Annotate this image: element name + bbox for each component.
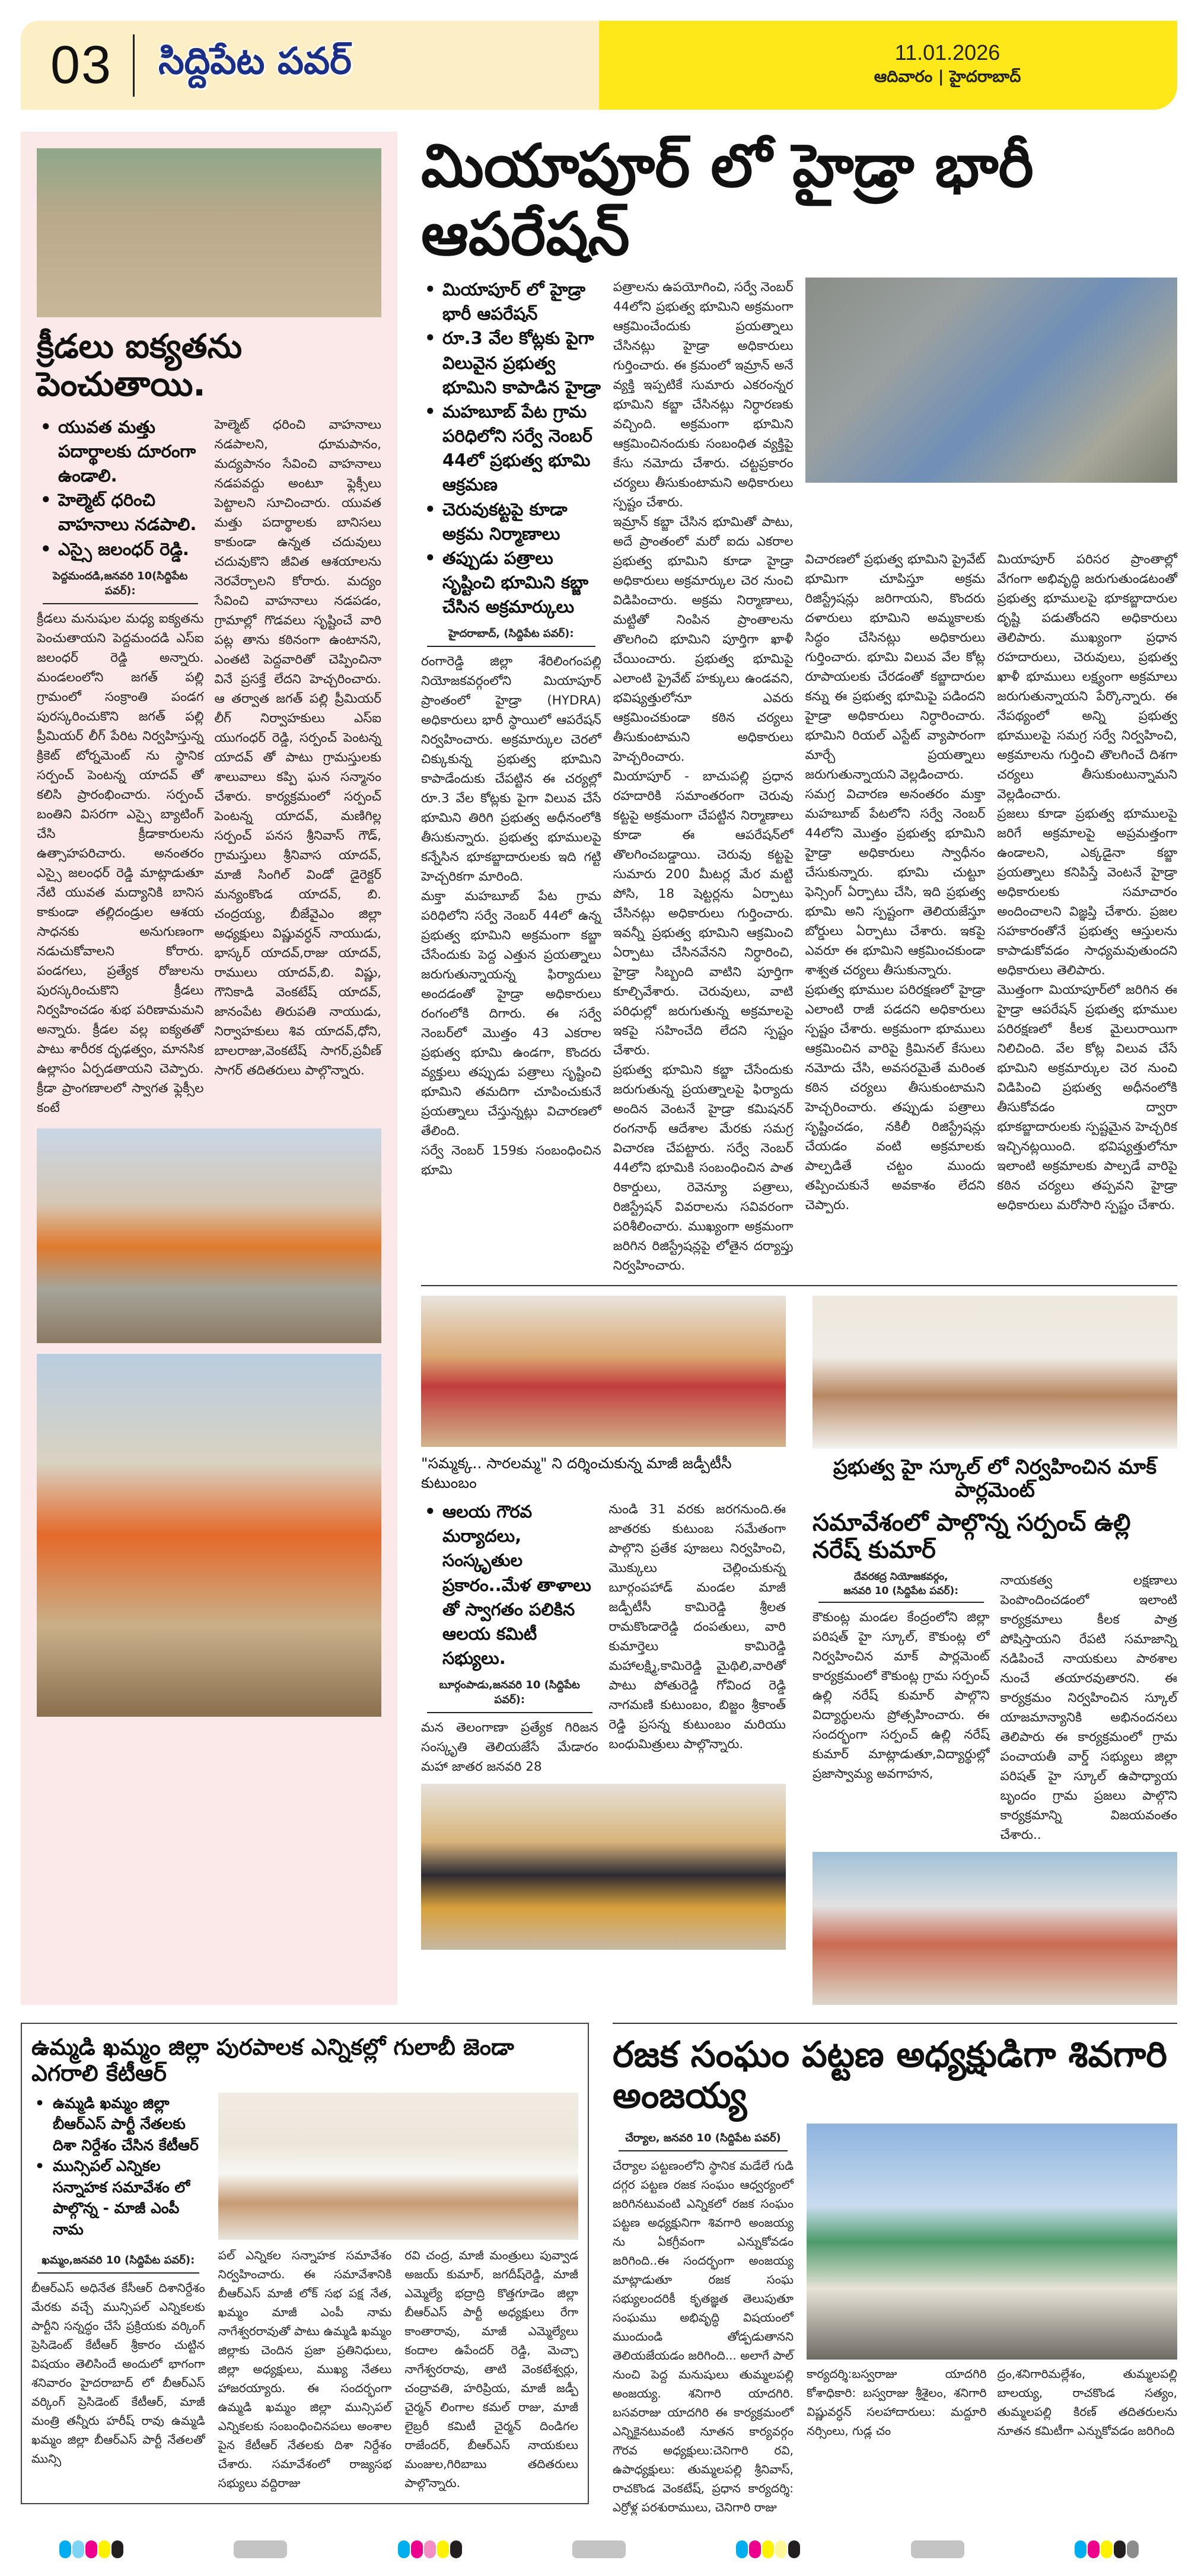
felicitation-photo <box>37 1128 381 1343</box>
hydra-left-column <box>421 278 601 1276</box>
sports-columns <box>37 415 381 1118</box>
lower-section <box>21 2023 1177 2517</box>
paragraph: నాయకత్వ లక్షణాలు పెంపొందించడంలో ఇలాంటి కార్యక్రమాలు కీలక పాత్ర పోషిస్తాయని రేపటి సమాజాన్ని నడిపించే నాయకులు పాఠశాల నుంచే తయారవుతారని. ఈ కార్యక్రమం నిర్వహించిన స్కూల్ యాజమాన్యానికి అభినందనలు తెలిపారు ఈ కార్యక్రమంలో గ్రామ పంచాయతీ వార్డ్ సభ్యులు జిల్లా పరిషత్ హై స్కూల్ ఉపాధ్యాయ బృందం గ్రామ ప్రజలు పాల్గొని కార్యక్రమాన్ని విజయవంతం చేశారు.. <box>1000 1573 1177 1843</box>
color-registration-mark <box>398 2540 462 2558</box>
jatara-dateline: బూర్గంపాడు,జనవరి 10 (సిద్దిపేట పవర్): <box>427 1675 592 1713</box>
hydra-column-4 <box>997 550 1177 1276</box>
hydra-column-3 <box>805 550 986 1276</box>
ground-photo <box>37 1354 381 1717</box>
ktr-headline: ఉమ్మడి ఖమ్మం జిల్లా పురపాలక ఎన్నికల్లో గులాబీ జెండా ఎగరాలి కేటీఆర్ <box>31 2034 514 2086</box>
paragraph: కౌకుంట్ల మండల కేంద్రంలోని జిల్లా పరిషత్ హై స్కూల్, కౌకుంట్ల లో నిర్వహించిన మాక్ పార్లమెంట్ కార్యక్రమంలో కౌకుంట్ల గ్రామ సర్పంచ్ ఉల్లి నరేష్ కుమార్ పాల్గొని విద్యార్థులను ప్రోత్సహించారు. ఈ సందర్భంగా సర్పంచ్ ఉల్లి నరేష్ కుమార్ మాట్లాడుతూ,విద్యార్థుల్లో ప్రజాస్వామ్య అవగాహన, <box>813 1610 990 1782</box>
rajaka-column-3 <box>998 2364 1178 2440</box>
sports-bullets <box>37 415 204 562</box>
paragraph: రవి చంద్ర, మాజీ మంత్రులు పువ్వాడ అజయ్ కుమార్, జగదీష్‌రెడ్డి, మాజీ ఎమ్మెల్యే భద్రాద్రి కొత్తగూడెం జిల్లా బీఆర్ఎస్ పార్టీ అధ్యక్షులు రేగా కాంతారావు, మాజీ ఎమ్మెల్యేలు కందాల ఉపేందర్ రెడ్డి, మెచ్చా నాగేశ్వరరావు, తాటి వెంకటేశ్వర్లు, చంద్రావతి, హరిప్రియ, మాజీ జడ్పీ చైర్మన్ లింగాల కమల్ రాజు, మాజీ లైబ్రరీ కమిటీ చైర్మన్ దిండిగల రాజేందర్, బీఆర్ఎస్ నాయకులు మంజుల,గిరిబాబు తదితరులు పాల్గొన్నారు. <box>404 2248 578 2491</box>
sports-headline: క్రీడలు ఐక్యతను పెంచుతాయి. <box>37 327 243 404</box>
hydra-column-1 <box>421 652 601 1180</box>
cricket-photo <box>37 148 381 317</box>
paragraph: నుండి 31 వరకు జరగనుంది.ఈ జాతరకు కుటుంబ సమేతంగా పాల్గొని ప్రతేక పూజలు నిర్వహించి, మొక్కులు చెల్లించుకున్న బూర్గంపహాడ్ మండల మాజీ జడ్పీటీసీ కామిరెడ్డి శ్రీలత రామకొండారెడ్డి దంపతులు, వారి కుమార్తెలు కామిరెడ్డి మహాలక్ష్మి,కామిరెడ్డి మైథిలి,వారితో పాటు పోతురెడ్డి గోవింద రెడ్డి నాగమణి కుటుంబం, బిజ్జం శ్రీకాంత్ రెడ్డి ప్రసన్న కుటుంబం మరియు బంధుమిత్రులు పాల్గొన్నారు. <box>608 1502 786 1752</box>
paragraph: ద్రం,శనిగారిమల్లేశం, తుమ్మలపల్లి బాలయ్య, రాచకొండ సత్యం, తుమ్మలపల్లి కిరణ్ తదితరులను నూతన కమిటీగా ఎన్నుకోవడం జరిగింది <box>997 2367 1177 2438</box>
jatara-caption: "సమ్మక్క.. సారలమ్మ" ని దర్శించుకున్న మాజీ జడ్పీటీసీ కుటుంబం <box>421 1455 732 1491</box>
paragraph: మన తెలంగాణా ప్రత్యేక గిరిజన సంస్కృతి తెలియజేసే మేడారం మహా జాతర జనవరి 28 <box>421 1720 598 1775</box>
school-column-1 <box>813 1608 990 1784</box>
school-story <box>813 1296 1177 2005</box>
sports-column-2 <box>215 415 382 1118</box>
section-divider <box>421 1285 1177 1286</box>
rajaka-column-1 <box>613 2156 794 2517</box>
jatara-columns <box>421 1500 786 1777</box>
paragraph: మియాపూర్ పరిసర ప్రాంతాల్లో వేగంగా అభివృద్ధి జరుగుతుండటంతో ప్రభుత్వ భూములపై భూకబ్జాదారుల దృష్టి పడుతోందని అధికారులు తెలిపారు. ముఖ్యంగా ప్రధాన రహదారులు, చెరువులు, ప్రభుత్వ ఖాళీ భూములు లక్ష్యంగా అక్రమాలు జరుగుతున్నాయని పేర్కొన్నారు. ఈ నేపథ్యంలో అన్ని ప్రభుత్వ భూములపై సమగ్ర సర్వే నిర్వహించి, అక్రమాలను గుర్తించి తొలగించే దిశగా చర్యలు తీసుకుంటున్నామని వెల్లడించారు. ప్రజలు కూడా ప్రభుత్వ భూములపై జరిగే అక్రమాలపై అప్రమత్తంగా ఉండాలని, ఎక్కడైనా కబ్జా ప్రయత్నాలు కనిపిస్తే వెంటనే హైడ్రా అధికారులకు సమాచారం అందించాలని విజ్ఞప్తి చేశారు. ప్రజల సహకారంతోనే ప్రభుత్వ ఆస్తులను కాపాడుకోవడం సాధ్యమవుతుందని అధికారులు తెలిపారు. మొత్తంగా మియాపూర్‌లో జరిగిన ఈ హైడ్రా ఆపరేషన్ ప్రభుత్వ భూముల పరిరక్షణలో కీలక మైలురాయిగా నిలిచింది. వేల కోట్ల విలువ చేసే భూమిని అక్రమార్కుల చెర నుంచి విడిపించి ప్రభుత్వ అధీనంలోకి తీసుకోవడం ద్వారా భూకబ్జాదారులకు స్పష్టమైన హెచ్చరిక ఇచ్చినట్లయింది. భవిష్యత్తులోనూ ఇలాంటి అక్రమాలకు పాల్పడే వారిపై కఠిన చర్యలు తప్పవని హైడ్రా అధికారులు మరోసారి స్పష్టం చేశారు. <box>997 551 1177 1213</box>
family-temple-photo <box>421 1296 786 1447</box>
ktr-bullets <box>31 2093 205 2240</box>
paragraph: పల్ ఎన్నికల సన్నాహక సమావేశం నిర్వహించారు. ఈ సమావేశానికి బీఆర్ఎస్ మాజీ లోక్ సభ పక్ష నేత, ఖమ్మం మాజీ ఎంపీ నామ నాగేశ్వరరావుతో పాటు ఉమ్మడి ఖమ్మం జిల్లాకు చెందిన ప్రజా ప్రతినిధులు, జిల్లా అధ్యక్షులు, ముఖ్య నేతలు హాజరయ్యారు. ఈ సందర్భంగా ఉమ్మడి ఖమ్మం జిల్లా మున్సిపల్ ఎన్నికలకు సంబంధించినపలు అంశాల పైన కేటీఆర్ నేతలకు దిశా నిర్దేశం చేశారు. సమావేశంలో రాజ్యసభ సభ్యులు వద్దిరాజు <box>218 2248 392 2491</box>
ktr-column-3 <box>404 2246 578 2492</box>
school-headline-line2: సమావేశంలో పాల్గొన్న సర్పంచ్ ఉల్లి నరేష్ కుమార్ <box>813 1509 1131 1564</box>
color-registration-mark <box>1075 2540 1139 2558</box>
color-registration-mark <box>59 2540 123 2558</box>
bullet: • మియాపూర్ లో హైడ్రా భారీ ఆపరేషన్ <box>421 278 601 326</box>
edition-date: 11.01.2026 <box>894 40 1001 65</box>
paragraph: పత్రాలను ఉపయోగించి, సర్వే నెంబర్ 44లోని ప్రభుత్వ భూమిని అక్రమంగా ఆక్రమించేందుకు ప్రయత్నాలు చేసినట్లు హైడ్రా అధికారులు గుర్తించారు. ఈ క్రమంలో ఇమ్రాన్ అనే వ్యక్తి ఇప్పటికే సుమారు ఎకరంన్నర భూమిని కబ్జా చేసినట్లు నిర్ధారణకు వచ్చింది. అక్రమంగా భూమిని ఆక్రమించినందుకు సంబంధిత వ్యక్తిపై కేసు నమోదు చేశారు. చట్టప్రకారం చర్యలు తీసుకుంటామని అధికారులు స్పష్టం చేశారు. ఇమ్రాన్ కబ్జా చేసిన భూమితో పాటు, అదే ప్రాంతంలో మరో ఐదు ఎకరాల ప్రభుత్వ భూమిని కూడా హైడ్రా అధికారులు అక్రమార్కుల చెర నుంచి విడిపించారు. అక్రమ నిర్మాణాలు, మట్టితో నింపిన ప్రాంతాలను తొలగించి భూమిని పూర్తిగా ఖాళీ చేయించారు. ప్రభుత్వ భూమిపై ఎలాంటి ప్రైవేట్ హక్కులు ఉండవని, భవిష్యత్తులోనూ ఎవరు ఆక్రమించకుండా కఠిన చర్యలు తీసుకుంటామని అధికారులు హెచ్చరించారు. మియాపూర్ - బాచుపల్లి ప్రధాన రహదారికి సమాంతరంగా చెరువు కట్టపై అక్రమంగా చేపట్టిన నిర్మాణాలు కూడా ఈ ఆపరేషన్‌లో తొలగించబడ్డాయి. చెరువు కట్టపై సుమారు 200 మీటర్ల మేర మట్టి పోసి, 18 షెట్టర్లను ఏర్పాటు చేసినట్లు అధికారులు గుర్తించారు. ఇవన్నీ ప్రభుత్వ భూమిని ఆక్రమించి ఏర్పాటు చేసినవేనని నిర్ధారించి, హైడ్రా సిబ్బంది వాటిని పూర్తిగా కూల్చివేశారు. చెరువులు, వాటి పరిధుల్లో జరుగుతున్న అక్రమాలపై ఇకపై సహించేది లేదని స్పష్టం చేశారు. ప్రభుత్వ భూమిని కబ్జా చేసేందుకు జరుగుతున్న ప్రయత్నాలపై ఫిర్యాదు అందిన వెంటనే హైడ్రా కమిషనర్ రంగనాథ్ ఆదేశాల మేరకు సమగ్ర విచారణ చేపట్టారు. సర్వే నెంబర్ 44లోని భూమికి సంబంధించిన పాత రికార్డులు, రెవెన్యూ పత్రాలు, రిజిస్ట్రేషన్ వివరాలను సవివరంగా పరిశీలించారు. ముఖ్యంగా అక్రమంగా జరిగిన రిజిస్ట్రేషన్లపై లోతైన దర్యాప్తు నిర్వహించారు. <box>613 280 794 1273</box>
paper-logo: సిద్దిపేట పవర్ <box>158 39 352 82</box>
hydra-bullets <box>421 278 601 619</box>
temple-visit-photo <box>421 1784 786 1950</box>
rajaka-group-photo <box>807 2124 1177 2360</box>
paragraph: కార్యదర్శి:బస్వరాజు యాదగిరి కోశాధికారి: బస్వరాజు శ్రీశైలం, శనిగారి విష్ణువర్ధన్ సలహాదారులు: మద్దూరి నర్సింలు, గుడ్ల చం <box>807 2367 987 2438</box>
sports-panel <box>21 132 397 2005</box>
hydra-column-2 <box>613 278 794 1276</box>
bullet: • ఎస్సై జలంధర్ రెడ్డి. <box>37 537 204 562</box>
masthead-divider <box>133 34 135 97</box>
ktr-column-1 <box>31 2278 205 2468</box>
paragraph: చేర్యాల పట్టణంలోని స్థానిక మడేలే గుడి దగ్గర పట్టణ రజక సంఘం ఆధ్వర్యంలో జరిగినటువంటి ఎన్నికలో రజక సంఘం పట్టణ అధ్యక్షునిగా శివగారి అంజయ్య ను ఏకగ్రీవంగా ఎన్నుకోవడం జరిగింది..ఈ సందర్భంగా అంజయ్య మాట్లాడుతూ రజక సంఘ సభ్యులందరికీ కృతజ్ఞత తెలుపుతూ సంఘము అభివృద్ధి విషయంలో ముందుండి తోడ్పడుతానని తెలియజేయడం జరిగింది... అలాగే పాల్ నుంచి పెద్ద మనుషులు తుమ్మలపల్లి అంజయ్య. శనిగారి యాదగిరి. బసవరాజు యాదగిరి ఈ కార్యక్రమంలో ఎన్నికైనటువంటి నూతన కార్యవర్గం గౌరవ అధ్యక్షులు:చెనిగారి రవి, ఉపాధ్యక్షులు: తుమ్మలపల్లి శ్రీనివాస్, రాచకొండ వెంకటేష్, ప్రధాన కార్యదర్శి: ఎర్రోళ్ల పరశురాములు, చెనిగారి రాజు <box>613 2159 794 2515</box>
grey-registration-mark <box>911 2540 964 2558</box>
school-hall-photo <box>813 1852 1177 2005</box>
grey-registration-mark <box>234 2540 287 2558</box>
upper-section <box>21 132 1177 2005</box>
rajaka-lower-columns <box>807 2364 1177 2440</box>
hydra-story <box>421 278 1177 1276</box>
registration-marks <box>59 2540 1139 2558</box>
paragraph: విచారణలో ప్రభుత్వ భూమిని ప్రైవేట్ భూమిగా చూపిస్తూ అక్రమ రిజిస్ట్రేషన్లు జరిగాయని, కొందరు దళారులు భూమిని అమ్మకాలకు సిద్ధం చేసినట్లు అధికారులు గుర్తించారు. భూమి విలువ వేల కోట్ల రూపాయలకు చేరడంతో కబ్జాదారుల కన్ను ఈ ప్రభుత్వ భూమిపై పడిందని హైడ్రా అధికారులు నిర్ధారించారు. భూమిని రియల్ ఎస్టేట్ వ్యాపారంగా మార్చే ప్రయత్నాలు జరుగుతున్నాయని వెల్లడించారు. సమగ్ర విచారణ అనంతరం మక్తా మహబూబ్ పేటలోని సర్వే నెంబర్ 44లోని మొత్తం ప్రభుత్వ భూమిని హైడ్రా అధికారులు స్వాధీనం చేసుకున్నారు. భూమి చుట్టూ ఫెన్సింగ్ ఏర్పాటు చేసి, ఇది ప్రభుత్వ భూమి అని స్పష్టంగా తెలియజేస్తూ బోర్డులు ఏర్పాటు చేశారు. ఇకపై ఎవరూ ఈ భూమిని ఆక్రమించకుండా శాశ్వత చర్యలు తీసుకున్నారు. ప్రభుత్వ భూముల పరిరక్షణలో హైడ్రా ఎలాంటి రాజీ పడదని అధికారులు స్పష్టం చేశారు. అక్రమంగా భూములు ఆక్రమించిన వారిపై క్రిమినల్ కేసులు నమోదు చేసి, అవసరమైతే మరింత కఠిన చర్యలు తీసుకుంటామని హెచ్చరించారు. తప్పుడు పత్రాలు సృష్టించడం, నకిలీ రిజిస్ట్రేషన్లు చేయడం వంటి అక్రమాలకు పాల్పడితే చట్టం ముందు తప్పించుకునే అవకాశం లేదని చెప్పారు. <box>805 551 986 1213</box>
sports-left-column <box>37 415 204 1118</box>
rajaka-headline: రజక సంఘం పట్టణ అధ్యక్షుడిగా శివగారి అంజయ్య <box>613 2034 1167 2117</box>
jatara-column-2 <box>609 1500 786 1777</box>
bullet: • మున్సిపల్ ఎన్నికల సన్నాహక సమావేశం లో పాల్గొన్న - మాజీ ఎంపీ నామ <box>31 2156 205 2240</box>
bullet: • ఉమ్మడి ఖమ్మం జిల్లా బీఆర్ఎస్ పార్టీ నేతలకు దిశా నిర్దేశం చేసిన కేటీఆర్ <box>31 2093 205 2156</box>
ktr-left-column <box>31 2246 205 2492</box>
color-registration-mark <box>736 2540 800 2558</box>
ktr-meeting-photo <box>218 2093 578 2240</box>
rajaka-story <box>613 2023 1177 2517</box>
paragraph: హెల్మెట్ ధరించి వాహనాలు నడపాలని, ధూమపానం, మద్యపానం సేవించి వాహనాలు నడపవద్దు అంటూ ఫ్లెక్సీలు పెట్టాలని సూచించారు. యువత మత్తు పదార్థాలకు బానిసలు కాకుండా ఉన్నత చదువులు చదువుకొని జీవిత ఆశయాలను నెరవేర్చాలని కోరారు. మద్యం సేవించి వాహనాలు నడపడం, గ్రామాల్లో గొడవలు సృష్టించే వారి పట్ల తాను కఠినంగా ఉంటానని, ఎంతటి పెద్దవారితో చెప్పించినా వినే ప్రసక్తే లేదని హెచ్చరించారు. ఆ తర్వాత జగత్ పల్లి ప్రీమియర్ లీగ్ నిర్వాహకులు ఎస్ఐ యుగంధర్ రెడ్డి, సర్పంచ్ పెంటన్న యాదవ్ తో పాటు గ్రామస్తులకు శాలువాలు కప్పి ఘన సన్మానం చేశారు. కార్యక్రమంలో సర్పంచ్ పెంటన్న యాదవ్, మణిగిల్ల సర్పంచ్ పనస శ్రీనివాస్ గౌడ్, గ్రామస్తులు శ్రీనివాస యాదవ్, మాజీ సింగిల్ విండో డైరెక్టర్ మన్యంకొండ యాదవ్, బి. చంద్రయ్య, బీజేవైఎం జిల్లా అధ్యక్షులు విష్ణువర్ధన్ నాయుడు, భాస్కర్ యాదవ్,రాజు యాదవ్, రాములు యాదవ్,బి. విష్ణు, గౌనికాడి వెంకటేష్ యాదవ్, జానంపేట తిరుపతి నాయుడు, నిర్వాహకులు శివ యాదవ్,ధోని, బాలరాజు,వెంకటేష్ సాగర్,ప్రవీణ్ సాగర్ తదితరులు పాల్గొన్నారు. <box>214 417 381 1078</box>
middle-row <box>421 1296 1177 2005</box>
paragraph: రంగారెడ్డి జిల్లా శేరిలింగంపల్లి నియోజకవర్గంలోని మియాపూర్ ప్రాంతంలో హైడ్రా (HYDRA) అధికారులు భారీ స్థాయిలో ఆపరేషన్ నిర్వహించారు. అక్రమార్కుల చెరలో చిక్కుకున్న ప్రభుత్వ భూమిని కాపాడేందుకు చేపట్టిన ఈ చర్యల్లో రూ.3 వేల కోట్లకు పైగా విలువ చేసే భూమిని తిరిగి ప్రభుత్వ అధీనంలోకి తీసుకున్నారు. ప్రభుత్వ భూములపై కన్నేసిన భూకబ్జాదారులకు ఇది గట్టి హెచ్చరికగా మారింది. మక్తా మహబూబ్ పేట గ్రామ పరిధిలోని సర్వే నెంబర్ 44లో ఉన్న ప్రభుత్వ భూమిని అక్రమంగా కబ్జా చేసేందుకు పెద్ద ఎత్తున ప్రయత్నాలు జరుగుతున్నాయన్న ఫిర్యాదులు అందడంతో హైడ్రా అధికారులు రంగంలోకి దిగారు. ఈ సర్వే నెంబర్‌లో మొత్తం 43 ఎకరాల ప్రభుత్వ భూమి ఉండగా, కొందరు వ్యక్తులు తప్పుడు పత్రాలు సృష్టించి భూమిని తమదిగా చూపించుకునే ప్రయత్నాలు చేస్తున్నట్లు విచారణలో తేలింది. సర్వే నెంబర్ 159కు సంబంధించిన భూమి <box>421 654 601 1178</box>
jatara-left-column <box>421 1500 598 1777</box>
school-dateline <box>818 1571 984 1603</box>
rajaka-dateline: చేర్యాల, జనవరి 10 (సిద్దిపేట పవర్) <box>619 2128 788 2151</box>
jatara-column-1 <box>421 1718 598 1777</box>
masthead-right <box>599 21 1177 110</box>
edition-day-place: ఆదివారం | హైదరాబాద్ <box>874 68 1021 86</box>
sports-column-1 <box>37 609 204 1118</box>
grey-registration-mark <box>572 2540 626 2558</box>
ktr-story-grid <box>31 2093 578 2493</box>
masthead <box>21 21 1177 110</box>
rajaka-left-column <box>613 2124 794 2517</box>
rajaka-story-grid <box>613 2124 1177 2517</box>
school-columns <box>813 1571 1177 1845</box>
rajaka-right-column <box>807 2124 1177 2517</box>
bullet: • మహబూబ్ పేట గ్రామ పరిధిలోని సర్వే నెంబర్ 44లో ప్రభుత్వ భూమి ఆక్రమణ <box>421 400 601 498</box>
masthead-left <box>21 21 599 110</box>
ktr-column-2 <box>218 2246 392 2492</box>
school-left-column <box>813 1571 990 1845</box>
bullet: • తప్పుడు పత్రాలు సృష్టించి భూమిని కబ్జా చేసిన అక్రమార్కులు <box>421 546 601 620</box>
right-area <box>421 132 1177 2005</box>
bullet: • చెరువుకట్టపై కూడా అక్రమ నిర్మాణాలు <box>421 498 601 546</box>
jatara-story <box>421 1296 786 2005</box>
page-number: 03 <box>50 36 113 95</box>
bullet: • హెల్మెట్ ధరించి వాహనాలు నడపాలి. <box>37 488 204 537</box>
paragraph: క్రీడలు మనుషుల మధ్య ఐక్యతను పెంచుతాయని పెద్దమందడి ఎస్ఐ జలంధర్ రెడ్డి అన్నారు. మండలంలోని జగత్ పల్లి గ్రామంలో సంక్రాంతి పండగ పురస్కరించుకొని జగత్ పల్లి ప్రీమియర్ లీగ్ పేరిట నిర్వహిస్తున్న క్రికెట్ టోర్నమెంట్ ను స్థానిక సర్పంచ్ పెంటన్న యాదవ్ తో కలిసి ప్రారంభించారు. సర్పంచ్ బంతిని విసరగా ఎస్సై బ్యాటింగ్ చేసి క్రీడాకారులను ఉత్సాహపరిచారు. అనంతరం ఎస్సై జలంధర్ రెడ్డి మాట్లాడుతూ నేటి యువత మద్యానికి బానిస కాకుండా తల్లిదండ్రుల ఆశయ సాధనకు అనుగుణంగా నడుచుకోవాలని కోరారు. పండగలు, ప్రత్యేక రోజులను పురస్కరించుకొని క్రీడలు నిర్వహించడం శుభ పరిణామమని అన్నారు. క్రీడల వల్ల ఐక్యతతో పాటు శారీరక దృఢత్వం, మానసిక ఉల్లాసం ఏర్పడతాయని చెప్పారు. క్రీడా ప్రాంగణాలలో స్వాగత ఫ్లెక్సీల కంటే <box>37 611 204 1115</box>
bullet: • ఆలయ గౌరవ మర్యాదలు, సంస్కృతుల ప్రకారం..మేళ తాళాలు తో స్వాగతం పలికిన ఆలయ కమిటీ సభ్యులు. <box>421 1500 598 1670</box>
school-column-2 <box>1001 1571 1178 1845</box>
school-headline-line1: ప్రభుత్వ హై స్కూల్ లో నిర్వహించిన మాక్ పార్లమెంట్ <box>833 1455 1157 1503</box>
hydra-headline: మియాపూర్ లో హైడ్రా భారీ ఆపరేషన్ <box>421 131 1034 269</box>
bullet: • రూ.3 వేల కోట్లకు పైగా విలువైన ప్రభుత్వ భూమిని కాపాడిన హైడ్రా <box>421 326 601 400</box>
ktr-story-box <box>21 2023 589 2504</box>
jatara-bullets <box>421 1500 598 1670</box>
dateline-line: జనవరి 10 (సిద్దిపేట పవర్): <box>843 1585 959 1598</box>
paragraph: బీఆర్ఎస్ అధినేత కేసీఆర్ దిశానిర్దేశం మేరకు వచ్చే మున్సిపల్ ఎన్నికలకు పార్టీని సన్నద్ధం చేసే ప్రక్రియకు వర్కింగ్ ప్రెసిడెంట్ కేటీఆర్ శ్రీకారం చుట్టిన విషయం తెలిసిందే అందులో భాగంగా శనివారం హైదరాబాద్ లో బీఆర్ఎస్ వర్కింగ్ ప్రెసిడెంట్ కేటీఆర్, మాజీ మంత్రి తన్నీరు హరీష్ రావు ఉమ్మడి ఖమ్మం జిల్లా బీఆర్ఎస్ పార్టీ నేతలతో మున్సి <box>31 2281 205 2466</box>
hydra-dateline: హైదరాబాద్, (సిద్దిపేట పవర్): <box>427 624 595 647</box>
aerial-photo <box>805 278 1178 483</box>
ktr-dateline: ఖమ్మం,జనవరి 10 (సిద్దిపేట పవర్): <box>37 2250 199 2274</box>
dateline-line: దేవరకద్ర నియోజకవర్గం, <box>853 1571 948 1583</box>
rajaka-column-2 <box>807 2364 987 2440</box>
mock-parliament-photo <box>813 1296 1177 1449</box>
bullet: • యువత మత్తు పదార్థాలకు దూరంగా ఉండాలి. <box>37 415 204 489</box>
sports-dateline: పెద్దమందడి,జనవరి 10(సిద్దిపేట పవర్): <box>43 566 198 604</box>
